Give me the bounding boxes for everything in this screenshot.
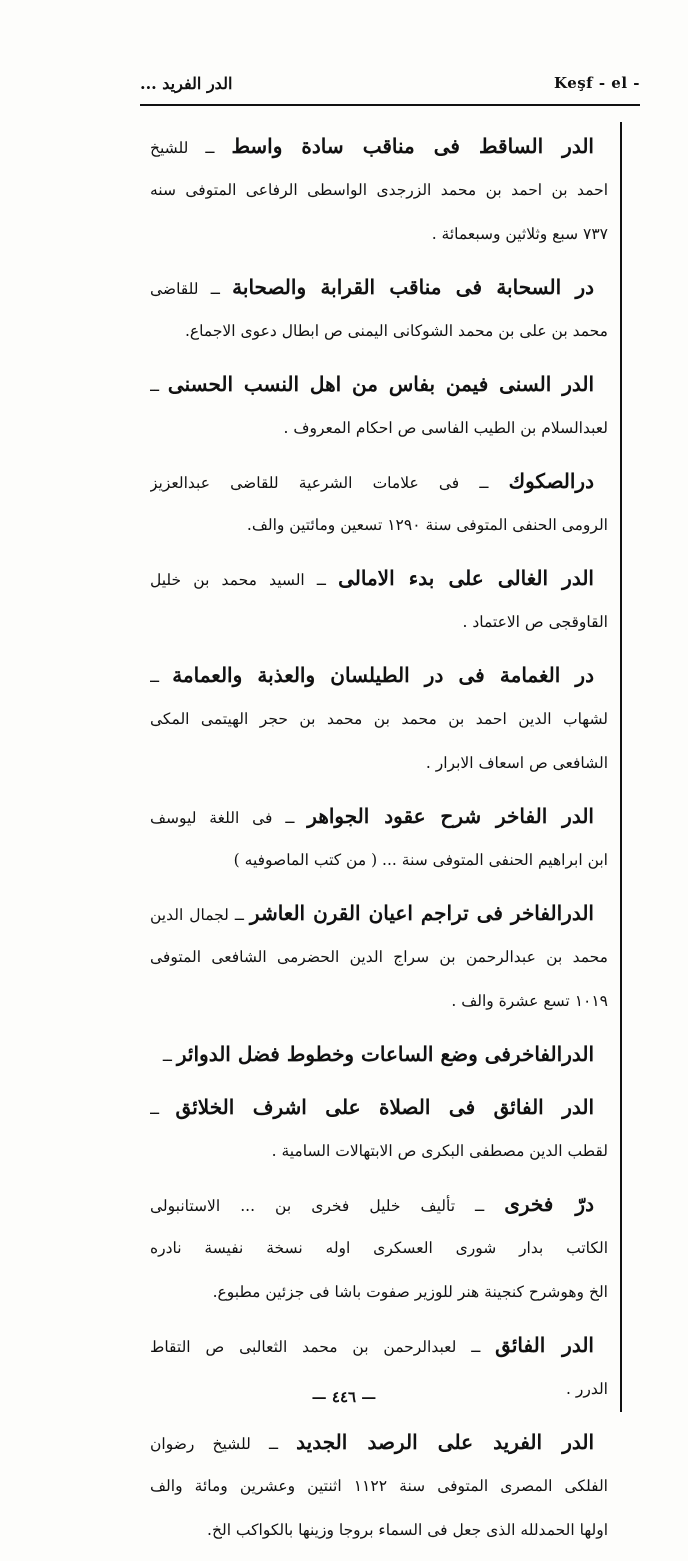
entry-title: الدر الفائق	[495, 1333, 594, 1357]
entry-first-line	[150, 794, 608, 838]
entry-title: الدرالفاخرفى وضع الساعات وخطوط فضل الدوائر	[176, 1042, 594, 1066]
entry-line: لقطب الدين مصطفى البكرى ص الابتهالات السامية .	[271, 1142, 608, 1160]
entry-title: الدر الفريد على الرصد الجديد	[296, 1430, 594, 1454]
entry-title: الدر السنى فيمن بفاس من اهل النسب الحسنى	[167, 372, 595, 396]
entry-text: ــ للقاضى	[150, 280, 233, 298]
entry-line: الخ وهوشرح كنجينة هنر للوزير صفوت باشا فى جزئين مطبوع.	[212, 1283, 608, 1301]
entry-title: الدر الغالى على بدء الامالى	[338, 566, 594, 590]
bibliography-entry	[150, 1182, 608, 1314]
entry-text: ــ السيد محمد بن خليل	[150, 571, 339, 589]
entry-text: ــ للشيخ رضوان	[150, 1435, 297, 1453]
entry-line: القاوقجى ص الاعتماد .	[462, 613, 608, 631]
running-title: الدر الفريد ...	[140, 74, 233, 93]
header-rule	[140, 104, 640, 106]
entry-first-line	[150, 1182, 608, 1226]
bibliography-entry	[150, 362, 608, 450]
bibliography-entry	[150, 265, 608, 353]
bibliography-entry	[150, 1420, 608, 1552]
entry-line: ابن ابراهيم الحنفى المتوفى سنة ... ( من كتب الماصوفيه )	[233, 851, 608, 869]
margin-rule	[620, 122, 622, 1412]
entry-line: ٧٣٧ سبع وثلاثين وسبعمائة .	[431, 225, 608, 243]
entry-title: در السحابة فى مناقب القرابة والصحابة	[232, 275, 595, 299]
entry-text: ــ لجمال الدين	[150, 906, 250, 924]
entry-first-line	[150, 124, 608, 168]
entry-text: ــ	[150, 668, 173, 686]
page-footer	[0, 1388, 688, 1406]
entry-text: ــ فى علامات الشرعية للقاضى عبدالعزيز	[150, 474, 509, 492]
entry-text: ــ لعبدالرحمن بن محمد الثعالبى ص التقاط	[150, 1338, 496, 1356]
entry-first-line	[150, 362, 608, 406]
entry-text: ــ فى اللغة ليوسف	[150, 809, 308, 827]
entry-line: لعبدالسلام بن الطيب الفاسى ص احكام المعروف .	[283, 419, 608, 437]
bibliography-entry	[150, 891, 608, 1023]
entry-title: الدرالفاخر فى تراجم اعيان القرن العاشر	[249, 901, 594, 925]
running-title-latin: Keşf - el -	[553, 74, 640, 92]
entry-text: ــ	[150, 377, 168, 395]
entry-text: ــ	[150, 1100, 176, 1118]
page-number: — ٤٤٦ —	[311, 1388, 377, 1406]
entry-first-line	[150, 1032, 608, 1076]
entry-text: ــ تأليف خليل فخرى بن ... الاستانبولى	[150, 1197, 505, 1215]
entry-first-line	[150, 1323, 608, 1367]
entry-title: درالصكوك	[508, 469, 594, 493]
entry-line: الرومى الحنفى المتوفى سنة ١٢٩٠ تسعين ومائتين والف.	[246, 516, 608, 534]
entry-title: الدر الساقط فى مناقب سادة واسط	[231, 134, 594, 158]
entry-first-line	[150, 459, 608, 503]
entry-first-line	[150, 265, 608, 309]
entry-line: لشهاب الدين احمد بن محمد بن محمد بن حجر الهيتمى المكى	[150, 710, 608, 728]
bibliography-entry	[150, 1085, 608, 1173]
entry-first-line	[150, 556, 608, 600]
entry-line: اولها الحمدلله الذى جعل فى السماء بروجا وزينها بالكواكب الخ.	[207, 1521, 608, 1539]
entry-line: محمد بن على بن محمد الشوكانى اليمنى ص ابطال دعوى الاجماع.	[184, 322, 608, 340]
entry-first-line	[150, 891, 608, 935]
entry-first-line	[150, 1085, 608, 1129]
entry-line: ١٠١٩ تسع عشرة والف .	[451, 992, 608, 1010]
bibliography-entry	[150, 1032, 608, 1076]
entry-line: الفلكى المصرى المتوفى سنة ١١٢٢ اثنتين وعشرين ومائة والف	[150, 1477, 608, 1495]
bibliography-entry	[150, 459, 608, 547]
entry-line: الكاتب بدار شورى العسكرى اوله نسخة نفيسة نادره	[150, 1239, 608, 1257]
entry-line: الشافعى ص اسعاف الابرار .	[425, 754, 608, 772]
entry-title: الدر الفاخر شرح عقود الجواهر	[307, 804, 594, 828]
entry-line: محمد بن عبدالرحمن بن سراج الدين الحضرمى الشافعى المتوفى	[150, 948, 608, 966]
entry-first-line	[150, 653, 608, 697]
entry-line: الدرر .	[566, 1380, 608, 1398]
entry-text: ــ للشيخ	[150, 139, 232, 157]
entry-text: ــ	[162, 1047, 177, 1065]
entry-list	[150, 124, 608, 1561]
entry-title: الدر الفائق فى الصلاة على اشرف الخلائق	[175, 1095, 594, 1119]
bibliography-entry	[150, 556, 608, 644]
entry-title: درّ فخرى	[504, 1192, 594, 1216]
page-header	[140, 72, 640, 102]
bibliography-entry	[150, 794, 608, 882]
entry-title: در الغمامة فى در الطيلسان والعذبة والعمامة	[172, 663, 594, 687]
bibliography-entry	[150, 653, 608, 785]
entry-first-line	[150, 1420, 608, 1464]
entry-line: احمد بن احمد بن محمد الزرجدى الواسطى الرفاعى المتوفى سنه	[150, 181, 608, 199]
bibliography-entry	[150, 124, 608, 256]
